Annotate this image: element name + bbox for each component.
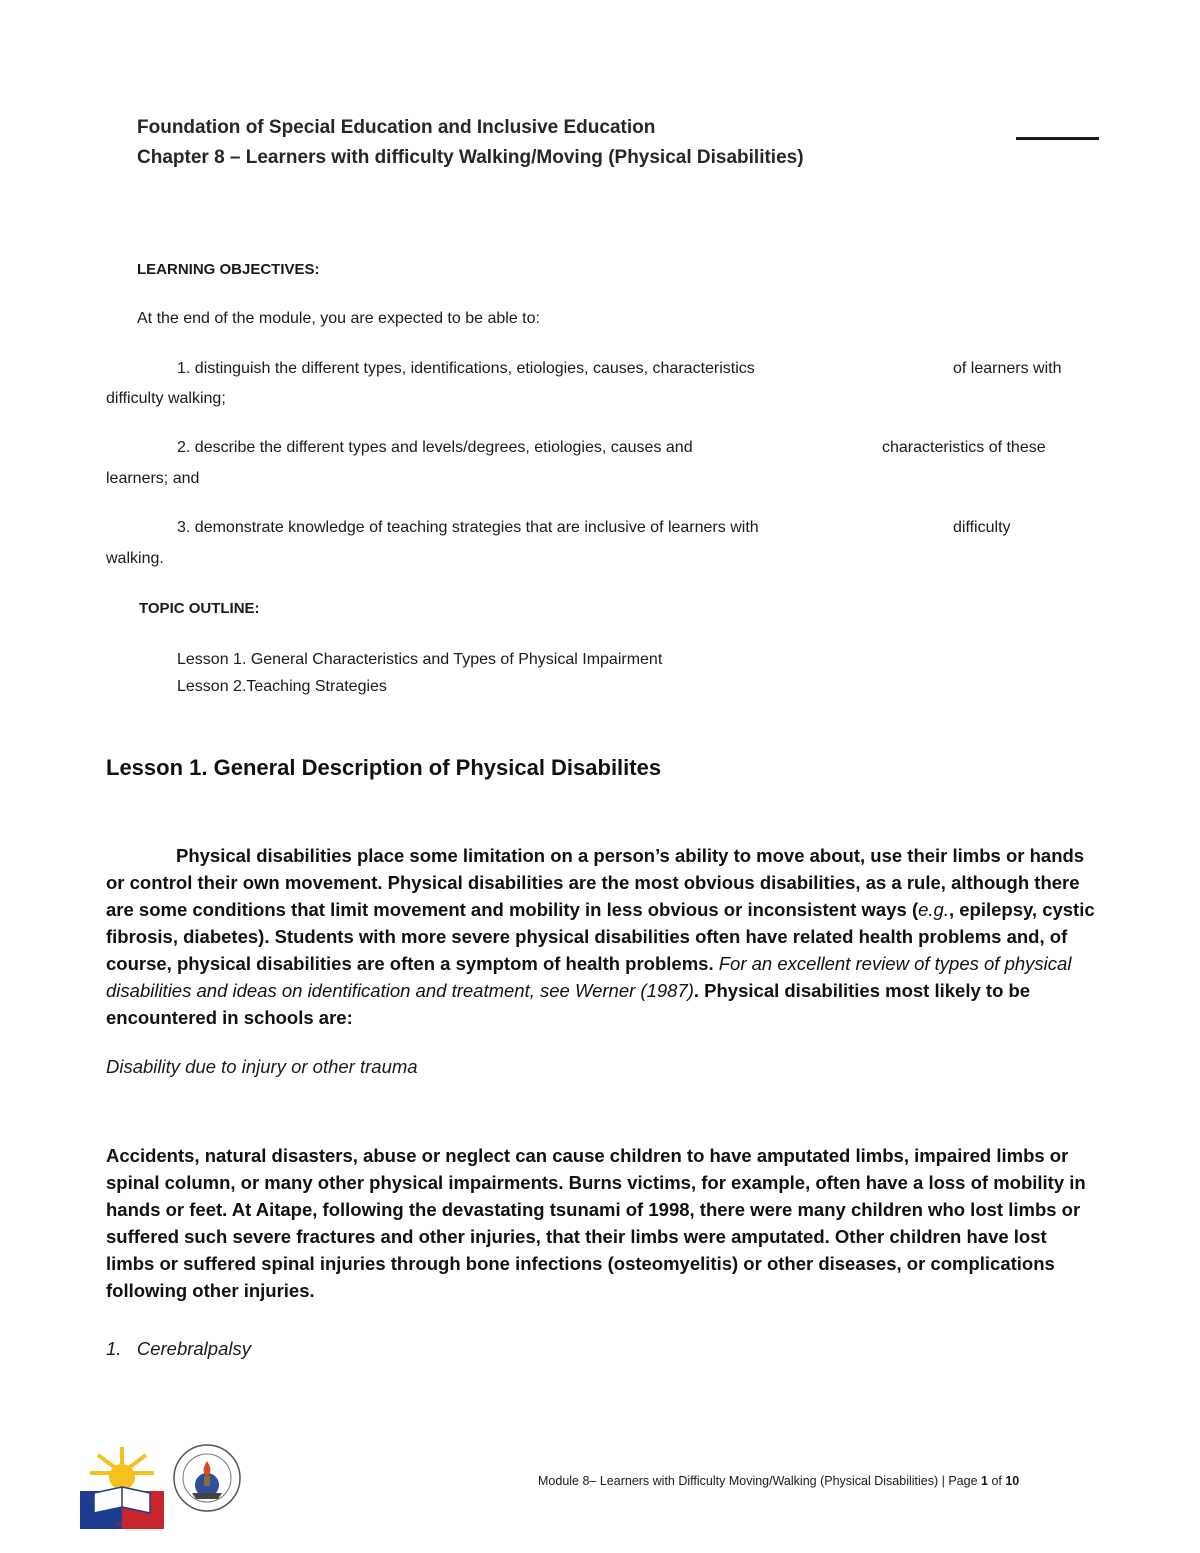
objective-3-line2: walking.: [106, 550, 164, 567]
outline-lesson-2: Lesson 2.Teaching Strategies: [177, 678, 387, 695]
footer-module-text: Module 8– Learners with Difficulty Moving/Walking (Physical Disabilities) | Page: [538, 1474, 982, 1488]
footer-page-total: 10: [1005, 1474, 1020, 1488]
trauma-subheading: Disability due to injury or other trauma: [106, 1056, 418, 1077]
paragraph-1-part-a: Physical disabilities place some limitation on a person’s ability to move about, use their limbs or hands or control their own movement. Physical disabilities are the most obvious disabilities, as a rule, although there are some conditions that limit movement and mobility in less obvious or inconsistent ways (: [106, 845, 1085, 920]
header-rule: [1016, 137, 1099, 140]
outline-lesson-1: Lesson 1. General Characteristics and Types of Physical Impairment: [177, 651, 663, 668]
objectives-heading: LEARNING OBJECTIVES:: [137, 261, 320, 278]
university-seal-logo: [172, 1443, 242, 1513]
lesson-1-paragraph-2: Accidents, natural disasters, abuse or neglect can cause children to have amputated limbs, impaired limbs or spinal column, or many other physical impairments. Burns victims, for example, often have a loss of mobility in hands or feet. At Aitape, following the devastating tsunami of 1998, there were many children who lost limbs or suffered such severe fractures and other injuries, that their limbs were amputated. Other children have lost limbs or suffered spinal injuries through bone infections (osteomyelitis) or other diseases, or complications following other injuries.: [106, 1145, 1086, 1301]
document-title: Foundation of Special Education and Inclusive Education: [137, 117, 656, 138]
objective-1-line2: difficulty walking;: [106, 390, 226, 407]
lesson-1-heading: Lesson 1. General Description of Physical Disabilites: [106, 755, 662, 780]
paragraph-1-part-b: , epilepsy, cystic fibrosis, diabetes). Students with more severe physical disabilities often have related health problems and, of course, physical disabilities are often a symptom of health problems.: [106, 899, 1095, 974]
lesson-1-paragraph-1: [106, 842, 1096, 1031]
paragraph-1-eg: e.g.: [918, 899, 949, 920]
objectives-intro: At the end of the module, you are expected to be able to:: [137, 310, 540, 327]
chapter-title: Chapter 8 – Learners with difficulty Walking/Moving (Physical Disabilities): [137, 147, 804, 168]
paragraph-1-reference: For an excellent review of types of physical disabilities and ideas on identification and treatment, see Werner (1987): [106, 953, 1072, 1001]
deped-flag-logo: [76, 1443, 170, 1533]
objective-2-line1-left: 2. describe the different types and levels/degrees, etiologies, causes and: [177, 439, 693, 456]
objective-2-line1-right: characteristics of these: [882, 439, 1046, 456]
footer-of: of: [987, 1474, 1006, 1488]
footer-page-number: 1: [981, 1474, 988, 1488]
objective-3-line1-right: difficulty: [953, 519, 1011, 536]
list-item-cerebral-palsy: 1. Cerebralpalsy: [106, 1338, 251, 1359]
objective-3-line1-left: 3. demonstrate knowledge of teaching strategies that are inclusive of learners with: [177, 519, 759, 536]
page-footer: [538, 1474, 1019, 1488]
outline-heading: TOPIC OUTLINE:: [139, 600, 260, 617]
objective-2-line2: learners; and: [106, 470, 200, 487]
objective-1-line1-left: 1. distinguish the different types, identifications, etiologies, causes, characteristics: [177, 360, 755, 377]
paragraph-1-part-c: . Physical disabilities most likely to be encountered in schools are:: [106, 980, 1031, 1028]
seal-year: 1926: [115, 1522, 129, 1528]
objective-1-line1-right: of learners with: [953, 360, 1062, 377]
